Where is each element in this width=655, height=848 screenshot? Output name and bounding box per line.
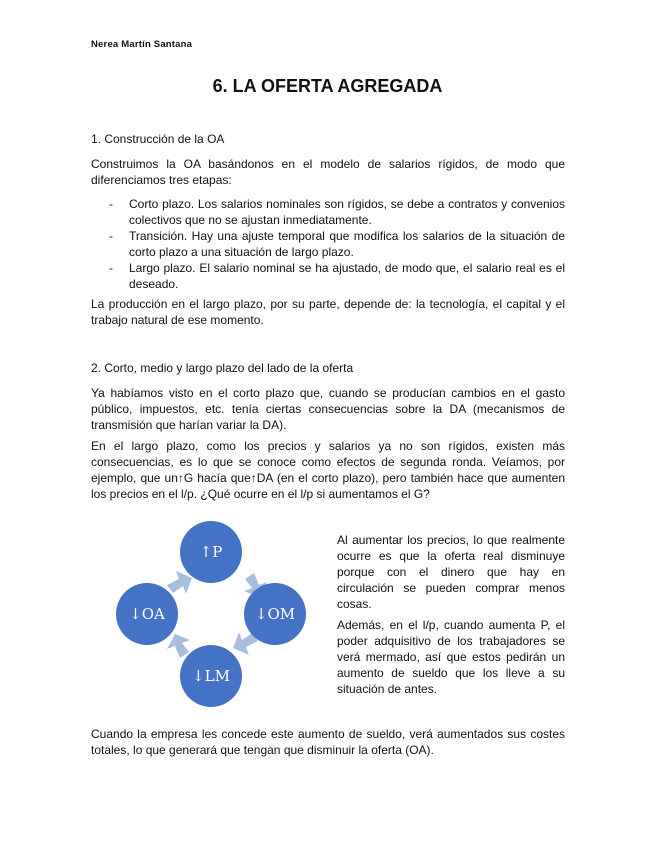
list-item xyxy=(91,260,565,292)
cycle-node-om: ↓OM xyxy=(244,583,306,645)
list-item-text: Corto plazo. Los salarios nominales son rígidos, se debe a contratos y convenios colectivos que no se ajustan inmediatamente. xyxy=(129,197,565,227)
cycle-node-p: ↑P xyxy=(180,521,242,583)
side-paragraph-1: Al aumentar los precios, lo que realmente ocurre es que la oferta real disminuye porque con el dinero que hay en circulación se pueden comprar menos cosas. xyxy=(337,533,565,611)
dash-bullet: - xyxy=(109,197,113,211)
author-header: Nerea Martín Santana xyxy=(91,39,193,50)
dash-bullet: - xyxy=(109,261,113,275)
cycle-node-oa: ↓OA xyxy=(116,583,178,645)
list-item-text: Largo plazo. El salario nominal se ha ajustado, de modo que, el salario real es el deseado. xyxy=(129,261,565,291)
stages-list xyxy=(91,196,565,292)
list-item xyxy=(91,196,565,228)
cycle-node-lm: ↓LM xyxy=(180,645,242,707)
cycle-arrow-lm-to-oa xyxy=(167,634,190,658)
cycle-arrow-oa-to-p xyxy=(167,571,192,594)
section2-paragraph-1: Ya habíamos visto en el corto plazo que, cuando se producían cambios en el gasto público, impuestos, etc. tenía ciertas consecuencias sobre la DA (mecanismos de transmisión que harían variar la DA). xyxy=(91,386,565,432)
section2-closing-paragraph: Cuando la empresa les concede este aumento de sueldo, verá aumentados sus costes totales, lo que generará que tengan que disminuir la oferta (OA). xyxy=(91,727,565,757)
section1-intro-paragraph: Construimos la OA basándonos en el modelo de salarios rígidos, de modo que diferenciamos tres etapas: xyxy=(91,157,565,187)
list-item xyxy=(91,228,565,260)
section1-closing-paragraph: La producción en el largo plazo, por su parte, depende de: la tecnología, el capital y el trabajo natural de ese momento. xyxy=(91,297,565,327)
section-heading-construccion: 1. Construcción de la OA xyxy=(91,132,225,146)
cycle-diagram xyxy=(112,521,322,711)
dash-bullet: - xyxy=(109,229,113,243)
list-item-text: Transición. Hay una ajuste temporal que modifica los salarios de la situación de corto plazo a una situación de largo plazo. xyxy=(129,229,565,259)
section2-paragraph-2: En el largo plazo, como los precios y salarios ya no son rígidos, existen más consecuencias, es lo que se conoce como efectos de segunda ronda. Veíamos, por ejemplo, que un↑G hacía que↑DA (en el corto plazo), pero también hace que aumenten los precios en el l/p. ¿Qué ocurre en el l/p si aumentamos el G? xyxy=(91,439,565,501)
page-title: 6. LA OFERTA AGREGADA xyxy=(212,76,443,96)
side-paragraph-2: Además, en el l/p, cuando aumenta P, el poder adquisitivo de los trabajadores se verá mermado, así que estos pedirán un aumento de sueldo que los lleve a su situación de antes. xyxy=(337,618,565,696)
section-heading-plazos: 2. Corto, medio y largo plazo del lado de la oferta xyxy=(91,361,354,375)
